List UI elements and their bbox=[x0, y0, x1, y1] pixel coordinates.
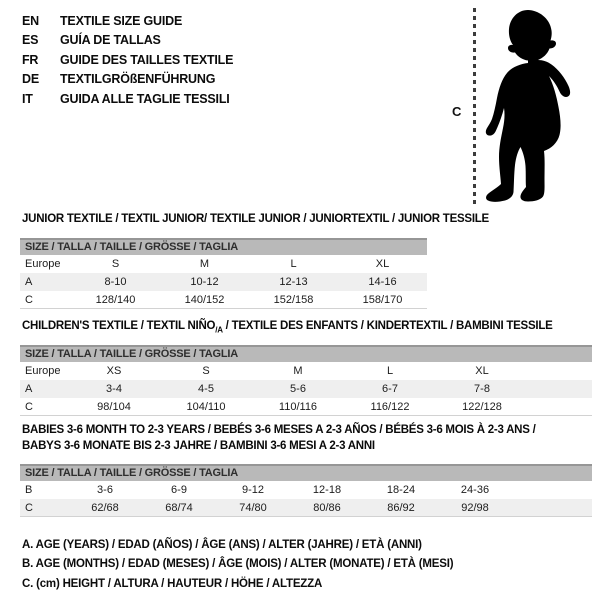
footnote-height-cm: C. (cm) HEIGHT / ALTURA / HAUTEUR / HÖHE / ALTEZZA bbox=[22, 577, 323, 590]
babies-section-title bbox=[22, 423, 536, 454]
age-cell: 7-8 bbox=[474, 383, 490, 395]
age-cell: 6-7 bbox=[382, 383, 398, 395]
guide-title: GUIDA ALLE TAGLIE TESSILI bbox=[60, 91, 230, 106]
size-cell: M bbox=[293, 365, 303, 377]
height-measure-figure bbox=[448, 8, 594, 210]
table-row-age bbox=[20, 273, 427, 291]
age-cell: 14-16 bbox=[368, 276, 397, 288]
babies-size-table bbox=[20, 464, 592, 517]
months-cell: 24-36 bbox=[460, 484, 490, 496]
size-cell: M bbox=[199, 258, 210, 270]
height-cell: 128/140 bbox=[95, 293, 136, 306]
baby-silhouette-icon bbox=[484, 8, 594, 208]
children-title-suffix: / TEXTILE DES ENFANTS / KINDERTEXTIL / BAMBINI TESSILE bbox=[222, 320, 553, 332]
table-row-age bbox=[20, 380, 592, 398]
height-cell: 74/80 bbox=[239, 501, 267, 514]
table-row-europe bbox=[20, 362, 592, 380]
age-cell: 5-6 bbox=[290, 383, 306, 395]
height-cell: 68/74 bbox=[165, 501, 193, 514]
table-row-height bbox=[20, 499, 592, 517]
language-code: FR bbox=[22, 52, 39, 67]
height-cell: 116/122 bbox=[370, 400, 410, 413]
age-cell: 10-12 bbox=[190, 276, 219, 288]
months-cell: 9-12 bbox=[241, 484, 265, 496]
size-header-row: SIZE / TALLA / TAILLE / GRÖSSE / TAGLIA bbox=[20, 464, 592, 481]
footnote-age-years: A. AGE (YEARS) / EDAD (AÑOS) / ÂGE (ANS) / ALTER (JAHRE) / ETÀ (ANNI) bbox=[22, 539, 422, 551]
size-cell: L bbox=[290, 258, 297, 270]
table-row-height bbox=[20, 291, 427, 309]
size-cell: XL bbox=[375, 258, 390, 270]
children-title-subscript: /A bbox=[215, 325, 223, 335]
height-cell: 122/128 bbox=[462, 400, 502, 413]
babies-title-line1: BABIES 3-6 MONTH TO 2-3 YEARS / BEBÉS 3-6 MESES A 2-3 AÑOS / BÉBÉS 3-6 MOIS À 2-3 ANS / bbox=[22, 424, 536, 436]
size-cell: S bbox=[111, 258, 120, 270]
height-cell: 92/98 bbox=[461, 501, 489, 514]
junior-section-title: JUNIOR TEXTILE / TEXTIL JUNIOR/ TEXTILE JUNIOR / JUNIORTEXTIL / JUNIOR TESSILE bbox=[22, 213, 489, 225]
age-cell: 3-4 bbox=[106, 383, 122, 395]
guide-title: GUIDE DES TAILLES TEXTILE bbox=[60, 52, 234, 67]
months-cell: 18-24 bbox=[386, 484, 416, 496]
language-row-fr bbox=[22, 51, 233, 70]
language-code: DE bbox=[22, 72, 39, 87]
row-label: Europe bbox=[25, 365, 61, 377]
table-row-europe bbox=[20, 255, 427, 273]
language-row-es bbox=[22, 31, 233, 50]
row-label: Europe bbox=[25, 258, 61, 270]
height-cell: 158/170 bbox=[362, 293, 403, 306]
months-cell: 3-6 bbox=[97, 484, 113, 496]
guide-title: TEXTILE SIZE GUIDE bbox=[60, 14, 183, 28]
children-title-prefix: CHILDREN'S TEXTILE / TEXTIL NIÑO bbox=[22, 320, 216, 332]
height-cell: 140/152 bbox=[184, 293, 225, 306]
height-cell: 86/92 bbox=[387, 501, 415, 514]
row-label: A bbox=[25, 383, 33, 395]
height-dotted-line bbox=[473, 8, 476, 207]
height-cell: 110/116 bbox=[278, 400, 318, 413]
height-cell: 152/158 bbox=[273, 293, 314, 306]
height-cell: 62/68 bbox=[91, 501, 119, 514]
height-cell: 104/110 bbox=[186, 400, 226, 413]
row-label: C bbox=[25, 293, 33, 306]
language-row-en bbox=[22, 12, 233, 31]
row-label: C bbox=[25, 400, 33, 413]
size-header-row: SIZE / TALLA / TAILLE / GRÖSSE / TAGLIA bbox=[20, 345, 592, 362]
months-cell: 12-18 bbox=[312, 484, 342, 496]
months-cell: 6-9 bbox=[171, 484, 187, 496]
height-cell: 98/104 bbox=[97, 400, 131, 413]
size-cell: S bbox=[202, 365, 210, 377]
size-cell: XL bbox=[475, 365, 489, 377]
height-cell: 80/86 bbox=[313, 501, 341, 514]
language-row-de bbox=[22, 70, 233, 89]
children-size-table bbox=[20, 345, 592, 416]
row-label: B bbox=[25, 484, 33, 496]
row-label: C bbox=[25, 501, 33, 514]
children-section-title bbox=[22, 319, 553, 338]
language-code: IT bbox=[22, 91, 33, 106]
size-cell: XS bbox=[106, 365, 122, 377]
guide-title: TEXTILGRÖßENFÜHRUNG bbox=[60, 72, 216, 87]
table-row-height bbox=[20, 398, 592, 416]
footnote-legend bbox=[22, 536, 453, 594]
language-title-list bbox=[22, 12, 233, 109]
language-row-it bbox=[22, 90, 233, 109]
babies-title-line2: BABYS 3-6 MONATE BIS 2-3 JAHRE / BAMBINI 3-6 MESI A 2-3 ANNI bbox=[22, 439, 375, 452]
language-code: ES bbox=[22, 33, 39, 48]
table-row-months bbox=[20, 481, 592, 499]
language-code: EN bbox=[22, 14, 39, 28]
measure-c-label: C bbox=[452, 104, 462, 119]
guide-title: GUÍA DE TALLAS bbox=[60, 33, 161, 48]
footnote-age-months: B. AGE (MONTHS) / EDAD (MESES) / ÂGE (MOIS) / ALTER (MONATE) / ETÀ (MESI) bbox=[22, 558, 454, 571]
age-cell: 4-5 bbox=[198, 383, 214, 395]
junior-size-table bbox=[20, 238, 427, 309]
size-header-row: SIZE / TALLA / TAILLE / GRÖSSE / TAGLIA bbox=[20, 238, 427, 255]
age-cell: 12-13 bbox=[279, 276, 308, 288]
row-label: A bbox=[25, 276, 33, 288]
size-cell: L bbox=[386, 365, 394, 377]
age-cell: 8-10 bbox=[104, 276, 127, 288]
